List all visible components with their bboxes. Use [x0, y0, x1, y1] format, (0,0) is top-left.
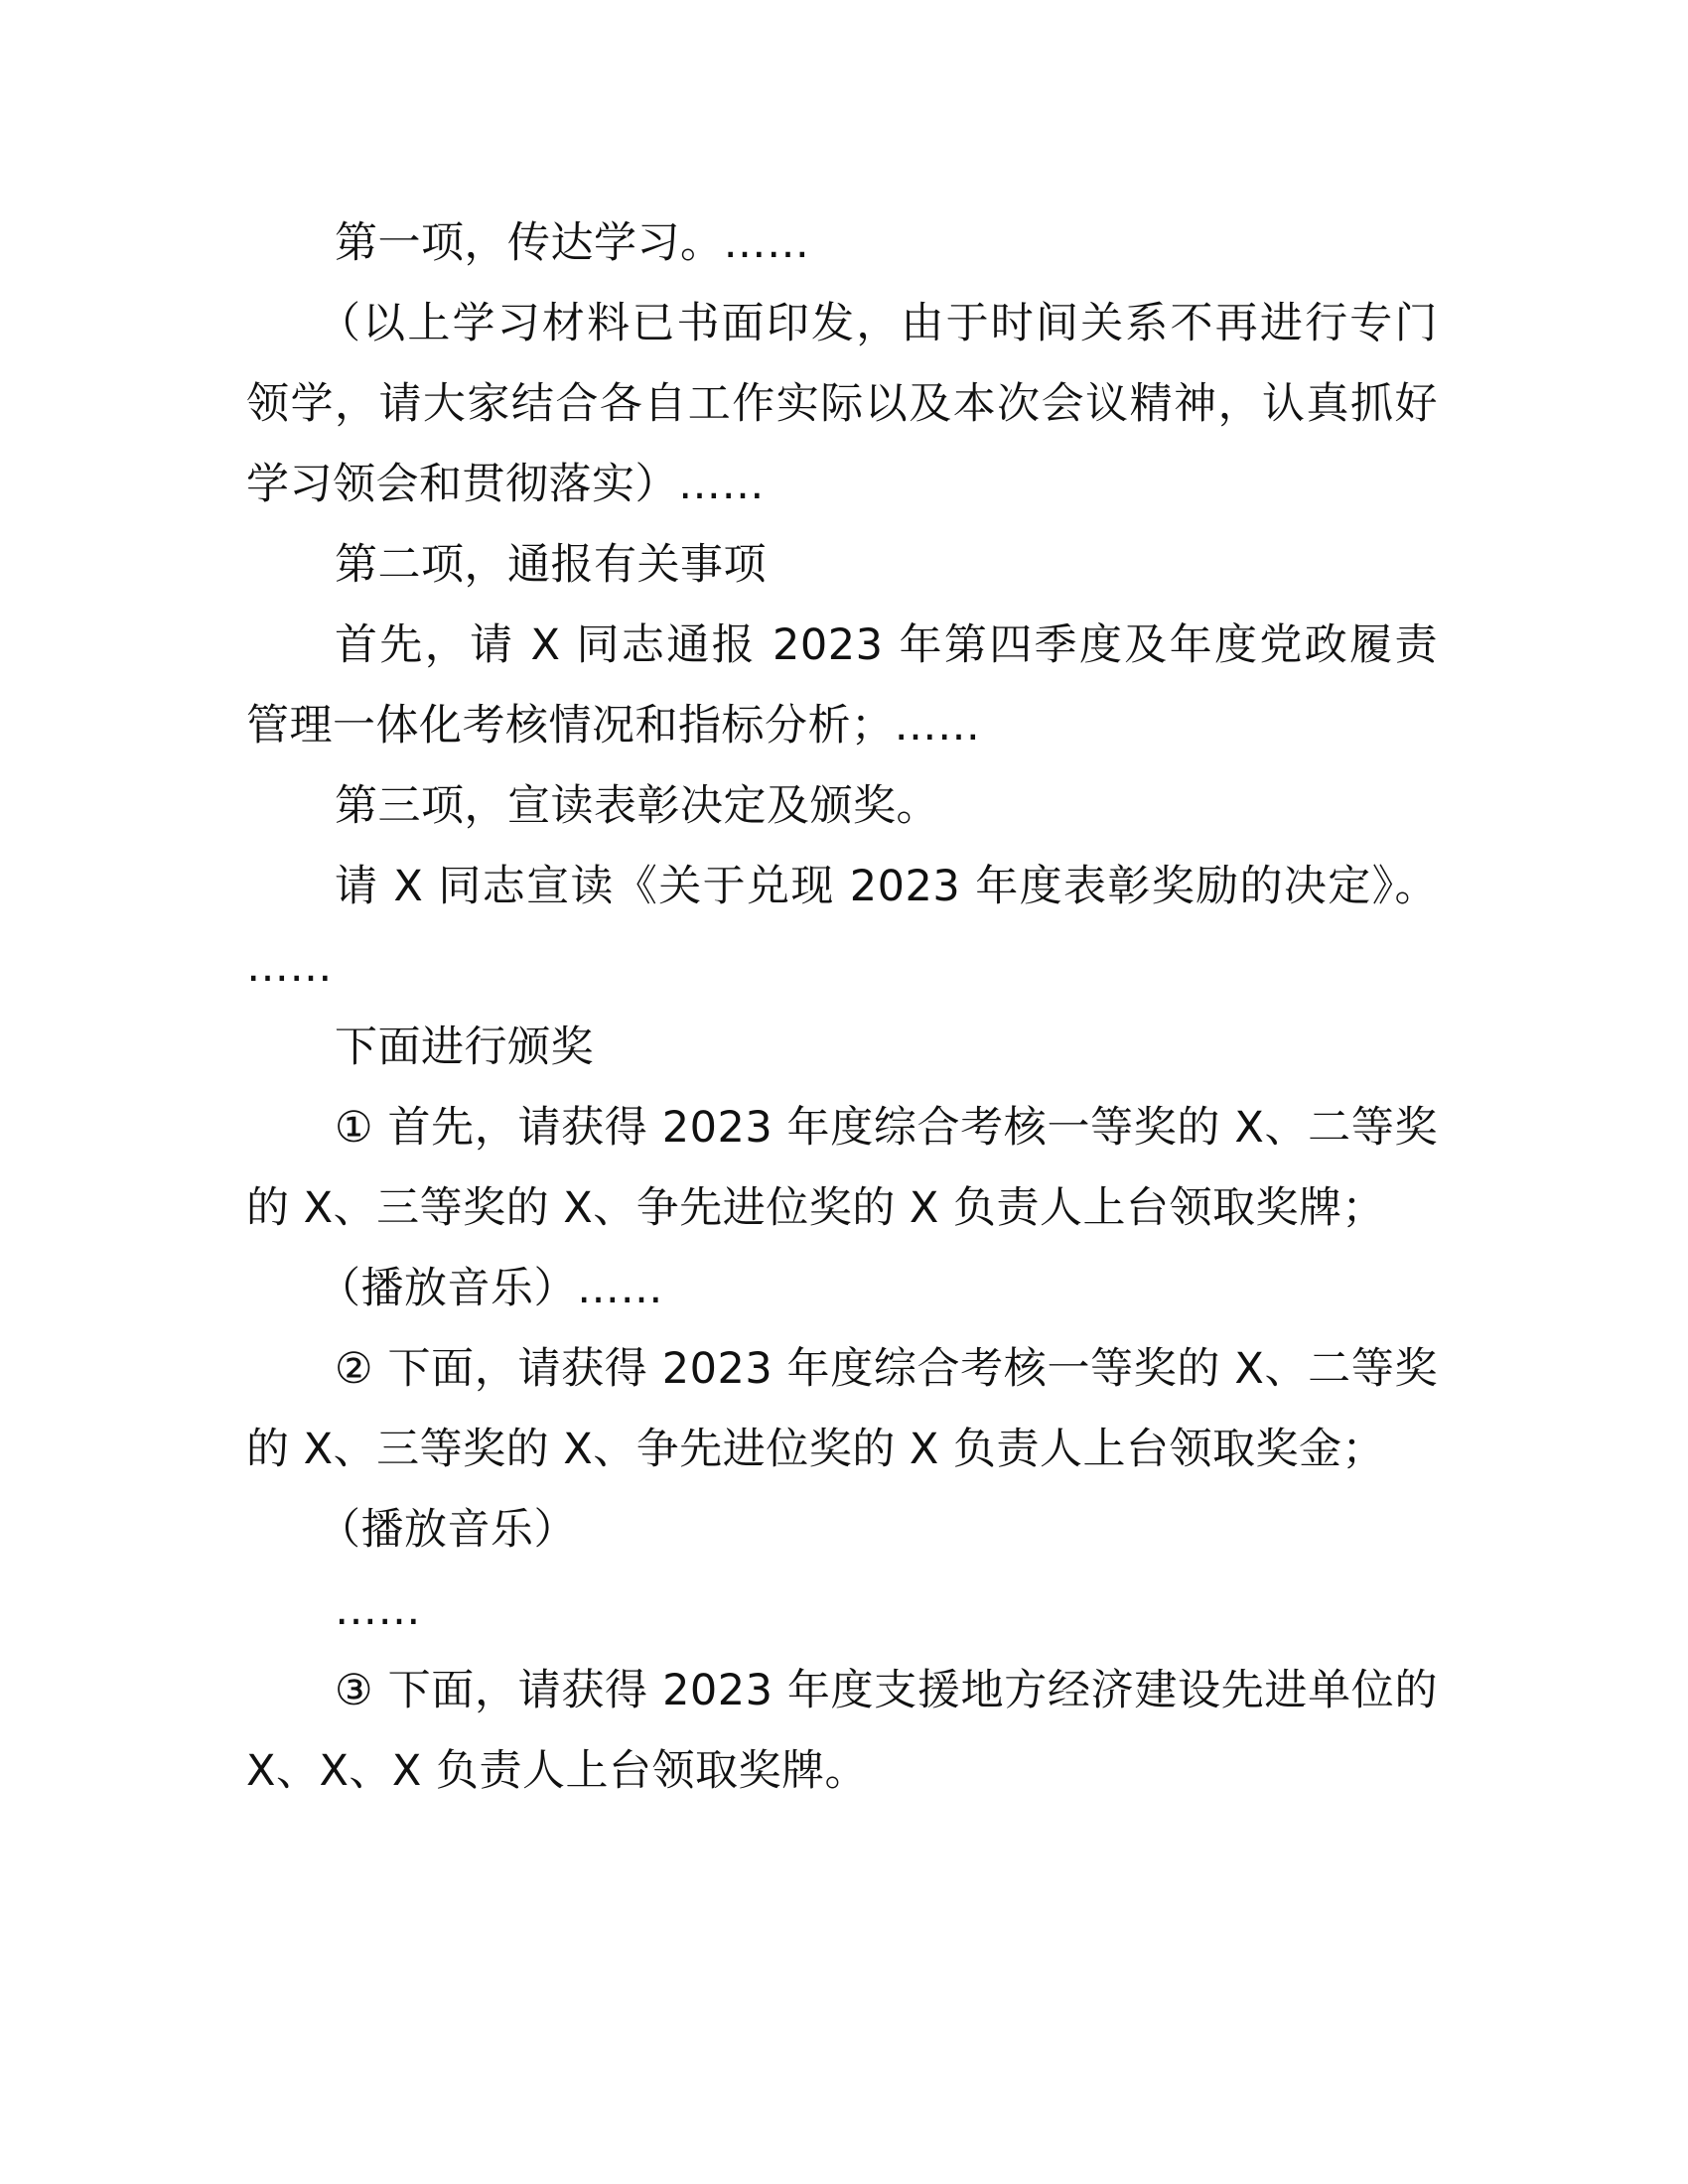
advanced-unit-award-paragraph: ③ 下面，请获得 2023 年度支援地方经济建设先进单位的 X、X、X 负责人上台领取奖牌。: [246, 1666, 1438, 1796]
award-bonus-paragraph: ② 下面，请获得 2023 年度综合考核一等奖的 X、二等奖的 X、三等奖的 X、争先进位奖的 X 负责人上台领取奖金；: [246, 1344, 1438, 1474]
commendation-decision-paragraph: 请 X 同志宣读《关于兑现 2023 年度表彰奖励的决定》。……: [246, 862, 1438, 992]
music-note-two: （播放音乐）: [318, 1505, 577, 1555]
item-one-heading: 第一项，传达学习。……: [335, 218, 810, 268]
award-ceremony-intro: 下面进行颁奖: [335, 1023, 594, 1072]
document-body: [246, 204, 1438, 1812]
item-two-heading: 第二项，通报有关事项: [335, 540, 767, 590]
music-note-one: （播放音乐）……: [318, 1264, 663, 1313]
study-material-note: （以上学习材料已书面印发，由于时间关系不再进行专门领学，请大家结合各自工作实际以及本次会议精神，认真抓好学习领会和贯彻落实）……: [246, 299, 1438, 509]
ellipsis-line: ……: [335, 1585, 421, 1635]
award-plaque-paragraph: ① 首先，请获得 2023 年度综合考核一等奖的 X、二等奖的 X、三等奖的 X、争先进位奖的 X 负责人上台领取奖牌；: [246, 1103, 1438, 1233]
assessment-report-paragraph: 首先，请 X 同志通报 2023 年第四季度及年度党政履责管理一体化考核情况和指标分析；……: [246, 620, 1438, 751]
item-three-heading: 第三项，宣读表彰决定及颁奖。: [335, 781, 939, 831]
